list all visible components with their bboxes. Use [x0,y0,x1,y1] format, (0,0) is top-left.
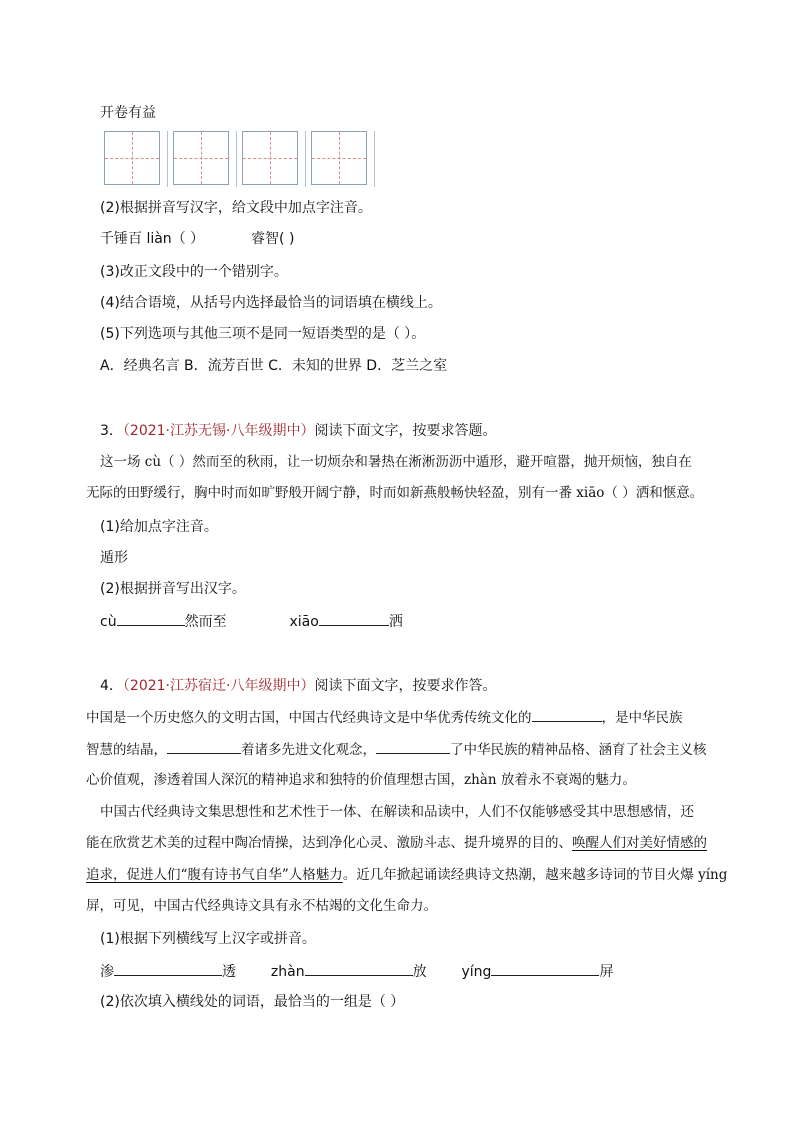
q3-fill-a-blank[interactable] [117,611,185,626]
q4-sub2: (2)依次填入横线处的词语，最恰当的一组是（ ） [100,994,405,1010]
q3-fill-a-suffix: 然而至 [184,614,227,630]
q4-passage-line-2 [86,739,707,760]
grid-separator [374,131,375,187]
q3-source: （2021·江苏无锡·八年级期中） [122,423,315,439]
q4-text: 。近几年掀起诵读经典诗文热潮，越来越多诗词的节目火爆 yíng [342,867,728,883]
q3-passage-line-2: 无际的田野缓行，胸中时而如旷野般开阔宁静，时而如新燕般畅快轻盈，别有一番 xiāo（ ）洒和惬意。 [86,485,704,501]
q4-passage-line-7: 屏，可见，中国古代经典诗文具有永不枯竭的文化生命力。 [86,898,437,914]
q3-word: 遁形 [100,550,128,566]
grid-box[interactable] [173,131,229,185]
grid-box[interactable] [311,131,367,185]
q4-sub1: (1)根据下列横线写上汉字或拼音。 [100,931,316,947]
q3-fill-b-suffix: 洒 [388,614,403,630]
q3-sub1: (1)给加点字注音。 [100,519,218,535]
q4-fill-1-prefix: 渗 [100,964,114,980]
q4-text: 能在欣赏艺术美的过程中陶冶情操，达到净化心灵、激励斗志、提升境界的目的、 [86,835,572,851]
grid-separator [167,131,168,187]
q4-text: 智慧的结晶， [86,742,167,758]
intro-heading: 开卷有益 [100,105,156,121]
q2-sub2-item-a: 千锤百 liàn（ ） [100,231,205,247]
q2-sub2: (2)根据拼音写汉字，给文段中加点字注音。 [100,200,372,216]
q4-fill-2-pinyin: zhàn [270,964,305,980]
grid-separator [236,131,237,187]
q4-blank-3[interactable] [376,739,450,754]
q2-sub4: (4)结合语境，从括号内选择最恰当的词语填在横线上。 [100,295,442,311]
q2-sub3: (3)改正文段中的一个错别字。 [100,264,288,280]
q4-blank-2[interactable] [167,739,241,754]
q4-fill-2-blank[interactable] [305,961,413,976]
q4-fill-row [100,961,613,982]
q2-options: A．经典名言 B．流芳百世 C．未知的世界 D．芝兰之室 [100,358,448,374]
q3-prompt: 阅读下面文字，按要求答题。 [314,423,497,439]
q4-number: 4． [100,678,123,694]
q3-fill-a-pinyin: cù [100,614,117,630]
q2-sub2-item-b: 睿智( ) [251,231,295,247]
q3-fill-row [100,611,403,632]
q4-prompt: 阅读下面文字，按要求作答。 [314,678,497,694]
q4-underlined-text: 追求，促进人们“腹有诗书气自华”人格魅力 [86,867,343,883]
q2-sub2-items [100,229,294,249]
q4-text: 中国是一个历史悠久的文明古国，中国古代经典诗文是中华优秀传统文化的 [86,710,532,726]
grid-box[interactable] [104,131,160,185]
q3-fill-b-blank[interactable] [319,611,389,626]
q4-fill-3-suffix: 屏 [599,964,614,980]
q4-passage-line-4: 中国古代经典诗文集思想性和艺术性于一体、在解读和品读中，人们不仅能够感受其中思想感情，还 [100,804,694,820]
q2-sub5: (5)下列选项与其他三项不是同一短语类型的是（ ）。 [100,326,426,342]
q4-fill-2-suffix: 放 [412,964,427,980]
q4-passage-line-5 [86,833,707,853]
q4-fill-1-blank[interactable] [114,961,222,976]
grid-separator [305,131,306,187]
q4-text: 了中华民族的精神品格、涵育了社会主义核 [450,742,707,758]
q4-text: 着诸多先进文化观念， [241,742,376,758]
q4-blank-1[interactable] [532,707,602,722]
q4-passage-line-1 [86,707,683,728]
q4-passage-line-3: 心价值观，渗透着国人深沉的精神追求和独特的价值理想古国，zhàn 放着永不衰竭的魅力。 [86,772,636,788]
q4-fill-3-pinyin: yíng [461,964,492,980]
q4-passage-line-6 [86,865,727,885]
q4-source: （2021·江苏宿迁·八年级期中） [122,678,315,694]
q4-header [100,676,496,696]
grid-box[interactable] [242,131,298,185]
q4-fill-3-blank[interactable] [491,961,599,976]
q3-passage-line-1: 这一场 cù（ ）然而至的秋雨，让一切烦杂和暑热在淅淅沥沥中遁形，避开喧嚣，抛开烦恼，独自在 [100,454,692,470]
q3-number: 3． [100,423,123,439]
q4-underlined-text: 唤醒人们对美好情感的 [572,835,707,851]
q4-fill-1-suffix: 透 [222,964,236,980]
q3-fill-b-pinyin: xiāo [289,614,319,630]
q4-text: ，是中华民族 [601,710,683,726]
q3-sub2: (2)根据拼音写出汉字。 [100,581,246,597]
q3-header [100,421,496,441]
